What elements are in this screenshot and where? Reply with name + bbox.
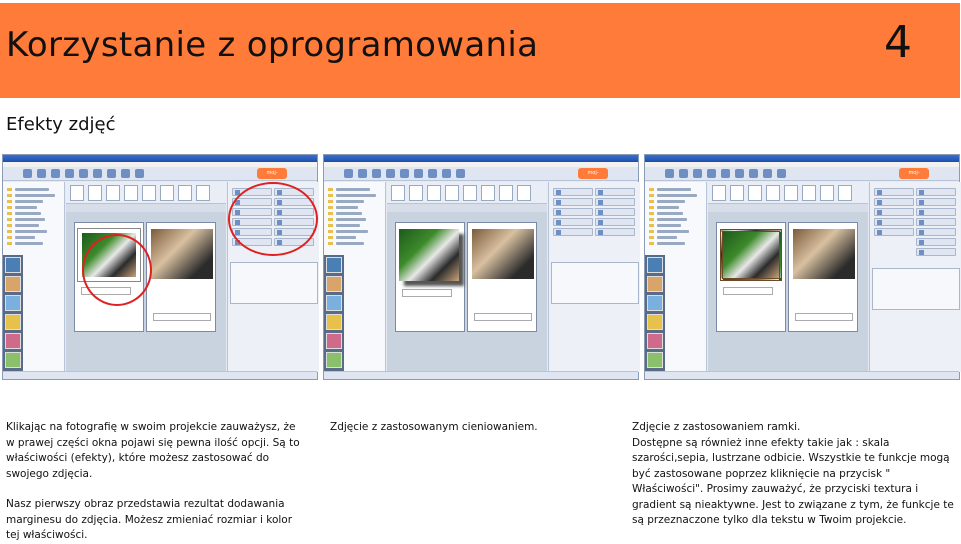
effect-button[interactable] — [916, 228, 956, 236]
tree-item — [15, 218, 45, 221]
caption-column-2 — [330, 420, 620, 436]
effect-button[interactable] — [874, 188, 914, 196]
effect-button[interactable] — [916, 248, 956, 256]
photo-thumbnail[interactable] — [326, 352, 342, 368]
effect-button[interactable] — [916, 208, 956, 216]
folder-icon — [649, 230, 654, 233]
effect-button[interactable] — [874, 208, 914, 216]
folder-icon — [649, 218, 654, 221]
effect-icon — [598, 210, 603, 215]
folder-icon — [7, 230, 12, 233]
photo-thumbnail[interactable] — [326, 314, 342, 330]
page-miniature[interactable] — [820, 185, 834, 201]
tree-item — [657, 230, 689, 233]
effect-icon — [919, 230, 924, 235]
effect-button[interactable] — [874, 198, 914, 206]
page-miniature[interactable] — [409, 185, 423, 201]
photo-thumbnail[interactable] — [5, 352, 21, 368]
effect-icon — [877, 220, 882, 225]
tree-item — [657, 194, 697, 197]
status-bar — [324, 371, 638, 379]
page-miniature[interactable] — [178, 185, 192, 201]
caption-paragraph: Dostępne są również inne efekty takie jak : skala szarości,sepia, lustrzane odbicie. Wszystkie te funkcje mogą być zastosowane poprzez kliknięcie na przycisk " Właściwości". Prosimy zauważyć, że przyciski textura i gradient są nieaktywne. Jest to związane z tym, że funkcje te są przeznaczone tylko dla tekstu w Twoim projekcie. — [632, 436, 954, 526]
screenshot-frame-effect — [644, 154, 960, 380]
photo-thumbnail[interactable] — [5, 295, 21, 311]
effect-button[interactable] — [595, 198, 635, 206]
tree-item — [336, 194, 376, 197]
effect-icon — [919, 220, 924, 225]
folder-icon — [328, 188, 333, 191]
effect-icon — [877, 190, 882, 195]
toolbar-icon — [735, 169, 744, 178]
photo-thumbnail[interactable] — [326, 276, 342, 292]
effect-button[interactable] — [916, 188, 956, 196]
effect-button[interactable] — [874, 228, 914, 236]
section-subtitle: Efekty zdjęć — [6, 114, 116, 135]
toolbar-icon — [456, 169, 465, 178]
effect-icon — [598, 230, 603, 235]
photo-caption[interactable] — [474, 313, 532, 321]
page-strip — [387, 182, 547, 204]
photo-caption[interactable] — [723, 287, 773, 295]
folder-icon — [7, 236, 12, 239]
folder-icon — [328, 242, 333, 245]
folder-icon — [7, 212, 12, 215]
tree-item — [336, 212, 362, 215]
effect-icon — [556, 190, 561, 195]
toolbar-icon — [707, 169, 716, 178]
folder-icon — [7, 188, 12, 191]
tree-item — [657, 200, 685, 203]
toolbar-icon — [400, 169, 409, 178]
highlight-circle — [82, 234, 152, 306]
tree-item — [336, 218, 366, 221]
photo-caption[interactable] — [153, 313, 211, 321]
thumbnail-strip — [3, 255, 23, 373]
page-miniature[interactable] — [142, 185, 156, 201]
effect-icon — [877, 200, 882, 205]
toolbar-icon — [679, 169, 688, 178]
photo-thumbnail[interactable] — [647, 333, 663, 349]
toolbar-icon — [344, 169, 353, 178]
tree-item — [15, 242, 43, 245]
toolbar-icon — [749, 169, 758, 178]
tree-item — [657, 206, 679, 209]
screenshot-shadow-effect — [323, 154, 639, 380]
tree-item — [15, 194, 55, 197]
page-miniature[interactable] — [481, 185, 495, 201]
photo-thumbnail[interactable] — [5, 276, 21, 292]
toolbar-icon — [442, 169, 451, 178]
tree-item — [336, 230, 368, 233]
page-number: 4 — [884, 17, 912, 68]
toolbar-icon — [763, 169, 772, 178]
tree-item — [15, 212, 41, 215]
app-logo: moj- — [578, 168, 608, 179]
tree-item — [15, 224, 39, 227]
page-miniature[interactable] — [838, 185, 852, 201]
effect-icon — [919, 200, 924, 205]
toolbar-icon — [358, 169, 367, 178]
page-miniature[interactable] — [499, 185, 513, 201]
tree-item — [15, 200, 43, 203]
tree-item — [657, 218, 687, 221]
toolbar-icon — [428, 169, 437, 178]
tree-item — [657, 212, 683, 215]
folder-icon — [328, 194, 333, 197]
effect-icon — [919, 190, 924, 195]
properties-panel — [548, 182, 640, 372]
effect-icon — [598, 220, 603, 225]
folder-icon — [649, 194, 654, 197]
folder-icon — [7, 206, 12, 209]
effect-icon — [598, 200, 603, 205]
page-miniature[interactable] — [730, 185, 744, 201]
album-workspace — [387, 182, 547, 372]
effect-icon — [556, 200, 561, 205]
status-bar — [3, 371, 317, 379]
page-miniature[interactable] — [463, 185, 477, 201]
effect-button[interactable] — [553, 198, 593, 206]
effect-button[interactable] — [916, 198, 956, 206]
photo-with-shadow[interactable] — [399, 229, 459, 281]
window-titlebar — [324, 155, 638, 162]
tree-item — [336, 206, 358, 209]
tree-item — [657, 224, 681, 227]
effect-button[interactable] — [553, 208, 593, 216]
folder-icon — [649, 200, 654, 203]
page-miniature[interactable] — [106, 185, 120, 201]
photo-thumbnail[interactable] — [5, 314, 21, 330]
tree-item — [336, 236, 356, 239]
window-titlebar — [645, 155, 959, 162]
tree-item — [336, 200, 364, 203]
toolbar-icon — [107, 169, 116, 178]
tree-item — [15, 230, 47, 233]
tree-item — [657, 188, 691, 191]
photo-thumbnail[interactable] — [647, 276, 663, 292]
effect-button[interactable] — [595, 208, 635, 216]
tree-item — [336, 224, 360, 227]
photo-thumbnail[interactable] — [5, 333, 21, 349]
toolbar-icon — [721, 169, 730, 178]
page-miniature[interactable] — [196, 185, 210, 201]
effect-icon — [556, 230, 561, 235]
photo-thumbnail[interactable] — [326, 257, 342, 273]
effect-icon — [877, 230, 882, 235]
page-miniature[interactable] — [427, 185, 441, 201]
tree-item — [336, 188, 370, 191]
effect-button[interactable] — [874, 218, 914, 226]
toolbar-icon — [372, 169, 381, 178]
toolbar-icon — [93, 169, 102, 178]
page-miniature[interactable] — [784, 185, 798, 201]
page-miniature[interactable] — [748, 185, 762, 201]
effect-button[interactable] — [553, 228, 593, 236]
album-page-left[interactable] — [395, 222, 465, 332]
properties-panel — [869, 182, 961, 372]
page-miniature[interactable] — [391, 185, 405, 201]
shadow-settings — [551, 262, 639, 304]
photo-with-frame[interactable] — [720, 229, 782, 281]
album-page-right[interactable] — [788, 222, 858, 332]
photo-thumbnail[interactable] — [647, 352, 663, 368]
effect-icon — [877, 210, 882, 215]
effect-icon — [919, 250, 924, 255]
margin-settings — [230, 262, 318, 304]
folder-icon — [649, 206, 654, 209]
folder-icon — [7, 200, 12, 203]
page-nav-bar — [708, 204, 868, 212]
effect-button[interactable] — [595, 188, 635, 196]
page-miniature[interactable] — [766, 185, 780, 201]
folder-icon — [649, 188, 654, 191]
window-titlebar — [3, 155, 317, 162]
folder-icon — [328, 212, 333, 215]
album-page-right[interactable] — [467, 222, 537, 332]
effect-button[interactable] — [595, 218, 635, 226]
effect-button[interactable] — [916, 218, 956, 226]
page-title: Korzystanie z oprogramowania — [6, 25, 539, 65]
toolbar-icon — [414, 169, 423, 178]
caption-paragraph: Zdjęcie z zastosowaniem ramki. — [632, 421, 801, 433]
folder-icon — [328, 230, 333, 233]
caption-paragraph: Nasz pierwszy obraz przedstawia rezultat dodawania marginesu do zdjęcia. Możesz zmieniać rozmiar i kolor tej właściwości. — [6, 498, 293, 541]
caption-paragraph: Zdjęcie z zastosowanym cieniowaniem. — [330, 421, 538, 433]
tree-item — [657, 236, 677, 239]
folder-icon — [649, 236, 654, 239]
thumbnail-strip — [324, 255, 344, 373]
page-miniature[interactable] — [160, 185, 174, 201]
album-photo[interactable] — [472, 229, 534, 279]
toolbar-icon — [693, 169, 702, 178]
folder-icon — [328, 206, 333, 209]
toolbar-icon — [23, 169, 32, 178]
tree-item — [15, 188, 49, 191]
photo-thumbnail[interactable] — [326, 333, 342, 349]
toolbar-icon — [51, 169, 60, 178]
app-logo: moj- — [257, 168, 287, 179]
page-miniature[interactable] — [712, 185, 726, 201]
effect-button[interactable] — [553, 188, 593, 196]
folder-icon — [328, 224, 333, 227]
folder-icon — [328, 218, 333, 221]
photo-caption[interactable] — [795, 313, 853, 321]
effect-icon — [556, 210, 561, 215]
toolbar-icon — [665, 169, 674, 178]
album-page-right[interactable] — [146, 222, 216, 332]
folder-icon — [649, 224, 654, 227]
photo-thumbnail[interactable] — [647, 257, 663, 273]
caption-column-3 — [632, 420, 954, 529]
tree-item — [657, 242, 685, 245]
effect-button[interactable] — [595, 228, 635, 236]
app-logo: moj- — [899, 168, 929, 179]
effect-icon — [919, 240, 924, 245]
thumbnail-strip — [645, 255, 665, 373]
photo-thumbnail[interactable] — [647, 295, 663, 311]
page-miniature[interactable] — [517, 185, 531, 201]
header-bar — [0, 3, 960, 98]
toolbar-icon — [79, 169, 88, 178]
effect-button[interactable] — [916, 238, 956, 246]
effect-button[interactable] — [553, 218, 593, 226]
album-photo[interactable] — [151, 229, 213, 279]
tree-item — [15, 206, 37, 209]
photo-caption[interactable] — [402, 289, 452, 297]
frame-settings — [872, 268, 960, 310]
folder-icon — [649, 242, 654, 245]
album-workspace — [708, 182, 868, 372]
page-miniature[interactable] — [802, 185, 816, 201]
tree-item — [15, 236, 35, 239]
page-miniature[interactable] — [445, 185, 459, 201]
page-miniature[interactable] — [124, 185, 138, 201]
album-photo[interactable] — [793, 229, 855, 279]
highlight-circle — [228, 182, 318, 256]
page-miniature[interactable] — [70, 185, 84, 201]
tree-item — [336, 242, 364, 245]
toolbar-icon — [65, 169, 74, 178]
status-bar — [645, 371, 959, 379]
folder-icon — [328, 236, 333, 239]
photo-thumbnail[interactable] — [5, 257, 21, 273]
album-workspace — [66, 182, 226, 372]
effect-icon — [919, 210, 924, 215]
folder-icon — [649, 212, 654, 215]
toolbar-icon — [135, 169, 144, 178]
effect-icon — [598, 190, 603, 195]
page-nav-bar — [66, 204, 226, 212]
toolbar-icon — [121, 169, 130, 178]
folder-icon — [7, 224, 12, 227]
photo-thumbnail[interactable] — [647, 314, 663, 330]
properties-panel — [227, 182, 319, 372]
folder-icon — [7, 194, 12, 197]
toolbar-icon — [777, 169, 786, 178]
page-strip — [708, 182, 868, 204]
folder-icon — [328, 200, 333, 203]
album-page-left[interactable] — [716, 222, 786, 332]
toolbar-icon — [37, 169, 46, 178]
page-miniature[interactable] — [88, 185, 102, 201]
page-strip — [66, 182, 226, 204]
effect-icon — [556, 220, 561, 225]
toolbar-icon — [386, 169, 395, 178]
folder-icon — [7, 218, 12, 221]
caption-column-1 — [6, 420, 306, 544]
caption-paragraph: Klikając na fotografię w swoim projekcie zauważysz, że w prawej części okna pojawi się pewna ilość opcji. Są to właściwości (efekty), które możesz zastosować do swojego zdjęcia. — [6, 421, 300, 480]
folder-icon — [7, 242, 12, 245]
photo-thumbnail[interactable] — [326, 295, 342, 311]
page-nav-bar — [387, 204, 547, 212]
screenshot-margin-effect — [2, 154, 318, 380]
